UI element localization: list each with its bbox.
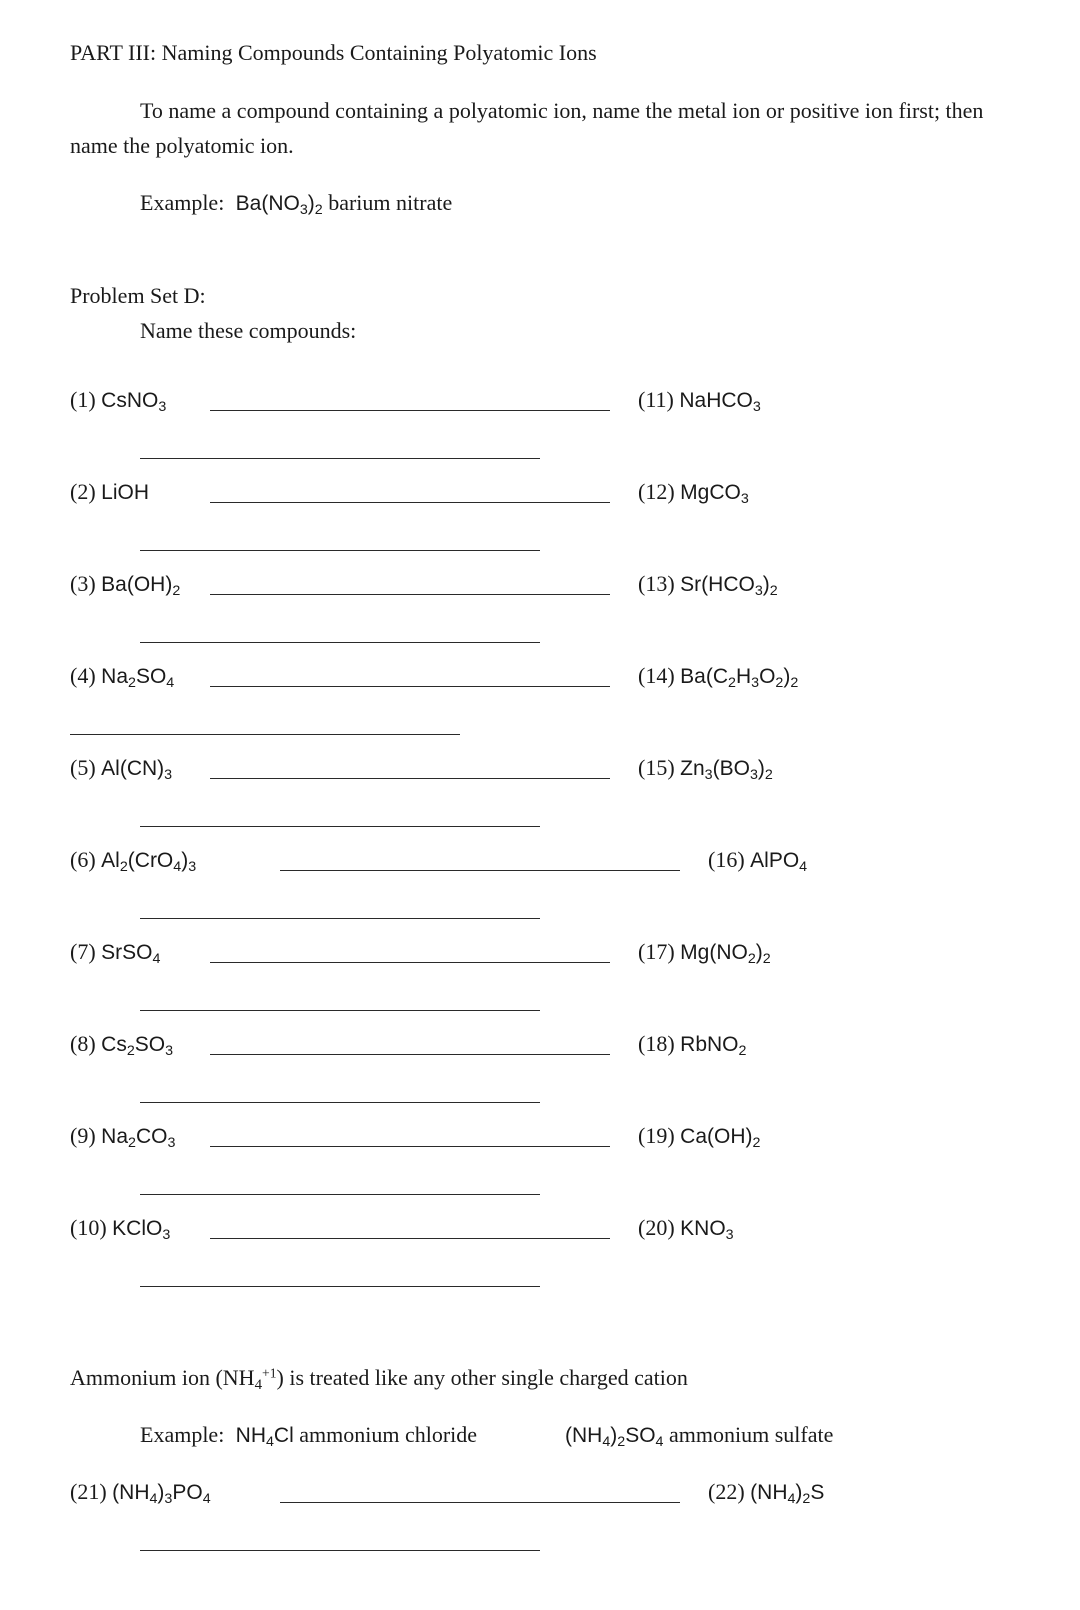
problem-number: (15) [638, 755, 675, 780]
problem-13-label [638, 571, 778, 597]
problem-8-label [70, 1031, 173, 1057]
problem-number: (1) [70, 387, 96, 412]
example-label: Example: [140, 1422, 225, 1447]
problem-set-title: Problem Set D: [70, 283, 206, 308]
problem-number: (13) [638, 571, 675, 596]
problem-formula: $Na_2SO_4$ [101, 665, 175, 691]
problem-formula: $(NH_4)_2S$ [750, 1481, 825, 1507]
problem-number: (17) [638, 939, 675, 964]
ammonium-note: Ammonium ion $(NH_4^{+1})$ is treated like any other single charged cation [70, 1365, 688, 1394]
problem-number: (20) [638, 1215, 675, 1240]
problem-12-label [638, 479, 749, 505]
example-formula: $(NH_4)_2SO_4$ [565, 1424, 664, 1450]
example-label: Example: [140, 190, 225, 215]
problem-number: (7) [70, 939, 96, 964]
ammonium-note-suffix: ) is treated like any other single charged cation [276, 1365, 688, 1390]
problem-formula: LiOH [101, 481, 150, 504]
problem-number: (19) [638, 1123, 675, 1148]
problem-formula: $(NH_4)_3PO_4$ [112, 1481, 211, 1507]
example-formula: $NH_4Cl$ [229, 1424, 294, 1450]
problem-3-answer-line[interactable] [210, 594, 610, 595]
problem-10-answer-line-2[interactable] [140, 1286, 540, 1287]
problem-set-instruction: Name these compounds: [140, 318, 357, 343]
problem-2-answer-line[interactable] [210, 502, 610, 503]
page-title: PART III: Naming Compounds Containing Polyatomic Ions [70, 40, 597, 65]
problem-number: (2) [70, 479, 96, 504]
problem-number: (18) [638, 1031, 675, 1056]
problem-number: (11) [638, 387, 674, 412]
problem-formula: $KNO_3$ [680, 1217, 734, 1243]
problem-17-label [638, 939, 771, 965]
problem-number: (3) [70, 571, 96, 596]
problem-5-answer-line[interactable] [210, 778, 610, 779]
problem-6-label [70, 847, 196, 873]
problem-formula: $Al_2(CrO_4)_3$ [101, 849, 197, 875]
problem-21-label [70, 1479, 211, 1505]
problem-10-answer-line[interactable] [210, 1238, 610, 1239]
problem-number: (16) [708, 847, 745, 872]
problem-number: (12) [638, 479, 675, 504]
problem-7-answer-line[interactable] [210, 962, 610, 963]
problem-20-label [638, 1215, 734, 1241]
example-name: ammonium chloride [299, 1422, 478, 1447]
problem-formula: $Ba(C_2H_3O_2)_2$ [680, 665, 799, 691]
problem-22-label [708, 1479, 824, 1505]
problem-21-answer-line[interactable] [280, 1502, 680, 1503]
problem-number: (5) [70, 755, 96, 780]
problem-10-label [70, 1215, 170, 1241]
problem-7-answer-line-2[interactable] [140, 1010, 540, 1011]
problem-19-label [638, 1123, 760, 1149]
problem-formula: NaHCO$_3$ [679, 389, 761, 415]
problem-4-label [70, 663, 174, 689]
problem-1-answer-line[interactable] [210, 410, 610, 411]
problem-5-answer-line-2[interactable] [140, 826, 540, 827]
example-name: barium nitrate [328, 190, 453, 215]
problem-7-label [70, 939, 160, 965]
problem-8-answer-line[interactable] [210, 1054, 610, 1055]
problem-6-answer-line[interactable] [280, 870, 680, 871]
problem-9-answer-line-2[interactable] [140, 1194, 540, 1195]
ammonium-example-2 [565, 1422, 833, 1448]
problem-2-label [70, 479, 149, 505]
example-formula: $Ba(NO_3)_2$ [229, 192, 323, 218]
problem-1-label [70, 387, 166, 413]
problem-1-answer-line-2[interactable] [140, 458, 540, 459]
problem-3-label [70, 571, 180, 597]
problem-formula: $Na_2CO_3$ [101, 1125, 176, 1151]
problem-formula: $Ca(OH)_2$ [680, 1125, 761, 1151]
problem-2-answer-line-2[interactable] [140, 550, 540, 551]
problem-number: (4) [70, 663, 96, 688]
problem-9-answer-line[interactable] [210, 1146, 610, 1147]
naming-rule-line-1: To name a compound containing a polyatomic ion, name the metal ion or positive ion first; then [140, 98, 984, 123]
problem-8-answer-line-2[interactable] [140, 1102, 540, 1103]
naming-rule-line-2: name the polyatomic ion. [70, 133, 294, 158]
problem-number: (21) [70, 1479, 107, 1504]
problem-number: (8) [70, 1031, 96, 1056]
problem-11-label [638, 387, 761, 413]
problem-3-answer-line-2[interactable] [140, 642, 540, 643]
example-name: ammonium sulfate [668, 1422, 834, 1447]
problem-formula: RbNO$_2$ [680, 1033, 747, 1059]
problem-formula: MgCO$_3$ [680, 481, 749, 507]
problem-16-label [708, 847, 807, 873]
problem-number: (6) [70, 847, 96, 872]
problem-21-answer-line-2[interactable] [140, 1550, 540, 1551]
problem-formula: AlPO$_4$ [750, 849, 808, 875]
problem-14-label [638, 663, 798, 689]
problem-formula: $Zn_3(BO_3)_2$ [680, 757, 773, 783]
problem-formula: CsNO$_3$ [101, 389, 167, 415]
problem-4-answer-line-2[interactable] [70, 734, 460, 735]
problem-9-label [70, 1123, 175, 1149]
problem-formula: $Ba(OH)_2$ [101, 573, 181, 599]
problem-number: (22) [708, 1479, 745, 1504]
example-1 [140, 190, 452, 216]
problem-formula: $Cs_2SO_3$ [101, 1033, 174, 1059]
ammonium-example-1 [140, 1422, 477, 1448]
problem-formula: $Mg(NO_2)_2$ [680, 941, 771, 967]
problem-formula: $Al(CN)_3$ [101, 757, 173, 783]
problem-5-label [70, 755, 172, 781]
problem-formula: $Sr(HCO_3)_2$ [680, 573, 778, 599]
problem-formula: SrSO$_4$ [101, 941, 161, 967]
problem-number: (10) [70, 1215, 107, 1240]
problem-15-label [638, 755, 773, 781]
problem-number: (9) [70, 1123, 96, 1148]
problem-formula: KClO$_3$ [112, 1217, 171, 1243]
problem-18-label [638, 1031, 746, 1057]
problem-4-answer-line[interactable] [210, 686, 610, 687]
problem-6-answer-line-2[interactable] [140, 918, 540, 919]
ammonium-note-prefix: Ammonium ion (NH [70, 1365, 255, 1390]
problem-number: (14) [638, 663, 675, 688]
